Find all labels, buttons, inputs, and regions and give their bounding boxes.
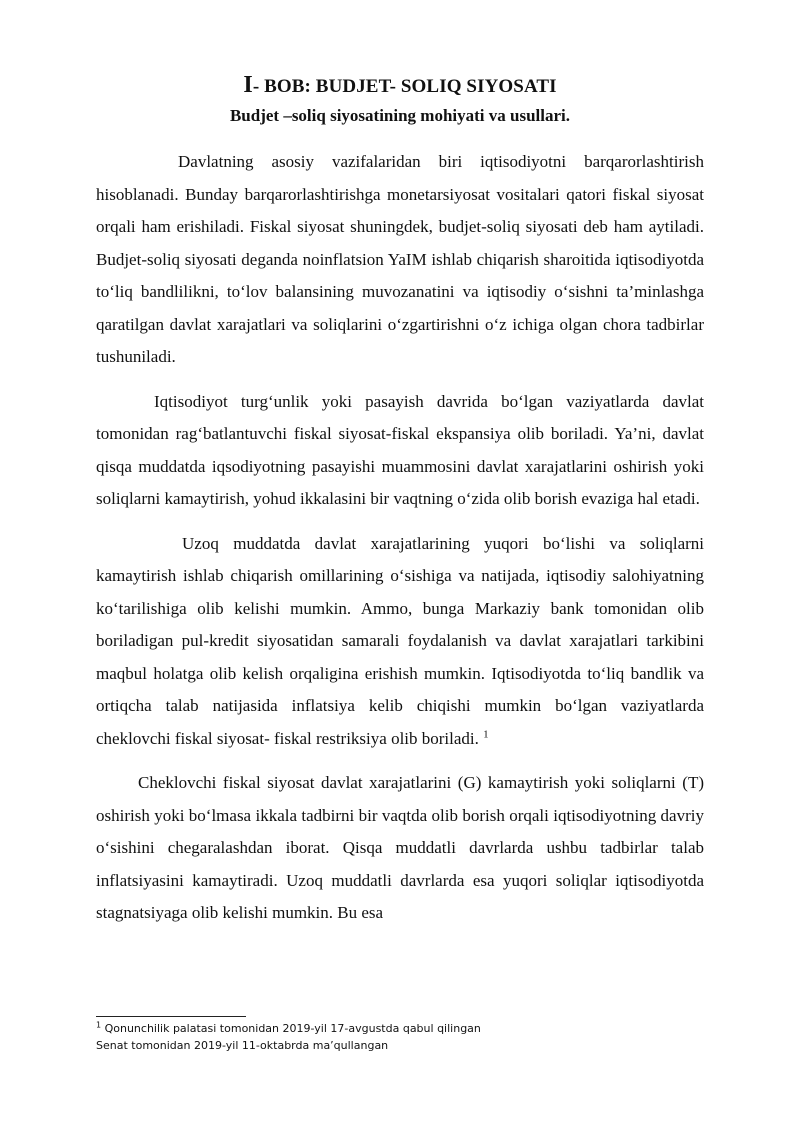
chapter-title-text: - BOB: BUDJET- SOLIQ SIYOSATI	[252, 76, 557, 97]
footnote-separator	[96, 1016, 246, 1017]
paragraph-3	[96, 528, 704, 756]
footnote-line-1	[96, 1020, 704, 1037]
chapter-roman-numeral: I	[243, 72, 253, 98]
section-subtitle: Budjet –soliq siyosatining mohiyati va usullari.	[229, 106, 571, 125]
document-page	[96, 70, 704, 930]
paragraph-1: Davlatning asosiy vazifalaridan biri iqtisodiyotni barqarorlashtirish hisoblanadi. Bunday barqarorlashtirishga monetarsiyosat vositalari qatori fiskal siyosat orqali ham erishiladi. Fiskal siyosat shuningdek, budjet-soliq siyosati deb ham aytiladi. Budjet-soliq siyosati deganda noinflatsion YaIM ishlab chiqarish sharoitida iqtisodiyotda to‘liq bandlilikni, to‘lov balansining muvozanatini va iqtisodiy o‘sishni ta’minlashga qaratilgan davlat xarajatlari va soliqlarini o‘zgartirishni o‘z ichiga olgan chora tadbirlar tushuniladi.	[96, 152, 704, 366]
chapter-title	[96, 70, 704, 102]
footnote-area	[96, 1020, 704, 1054]
paragraph-4: Cheklovchi fiskal siyosat davlat xarajatlarini (G) kamaytirish yoki soliqlarni (T) oshirish yoki bo‘lmasa ikkala tadbirni bir vaqtda olib borish orqali iqtisodiyotning davriy o‘sishini chegaralashdan iborat. Qisqa muddatli davrlarda ushbu tadbirlar talab inflatsiyasini kamaytiradi. Uzoq muddatli davrlarda esa yuqori soliqlar iqtisodiyotda stagnatsiyaga olib kelishi mumkin. Bu esa	[96, 773, 704, 922]
paragraph-2: Iqtisodiyot turg‘unlik yoki pasayish davrida bo‘lgan vaziyatlarda davlat tomonidan rag‘batlantuvchi fiskal siyosat-fiskal ekspansiya olib boriladi. Ya’ni, davlat qisqa muddatda iqsodiyotning pasayishi muammosini davlat xarajatlarini oshirish yoki soliqlarni kamaytirish, yohud ikkalasini bir vaqtning o‘zida olib borish evaziga hal etadi.	[96, 391, 704, 508]
footnote-reference[interactable]: 1	[483, 727, 489, 740]
footnote-text-1: Qonunchilik palatasi tomonidan 2019-yil 17-avgustda qabul qilingan	[101, 1022, 481, 1035]
footnote-line-2: Senat tomonidan 2019-yil 11-oktabrda ma’qullangan	[96, 1039, 389, 1052]
footnote-marker: 1	[96, 1020, 102, 1030]
paragraph-3-text: Uzoq muddatda davlat xarajatlarining yuqori bo‘lishi va soliqlarni kamaytirish ishlab chiqarish omillarining o‘sishiga va natijada, iqtisodiy salohiyatning ko‘tarilishiga olib kelishi mumkin. Ammo, bunga Markaziy bank tomonidan olib boriladigan pul-kredit siyosatidan samarali foydalanish va davlat xarajatlari tarkibini maqbul holatga olib kelish orqaligina erishish mumkin. Iqtisodiyotda to‘liq bandlik va ortiqcha talab natijasida inflatsiya kelib chiqishi mumkin bo‘lgan vaziyatlarda cheklovchi fiskal siyosat- fiskal restriksiya olib boriladi.	[96, 533, 704, 748]
